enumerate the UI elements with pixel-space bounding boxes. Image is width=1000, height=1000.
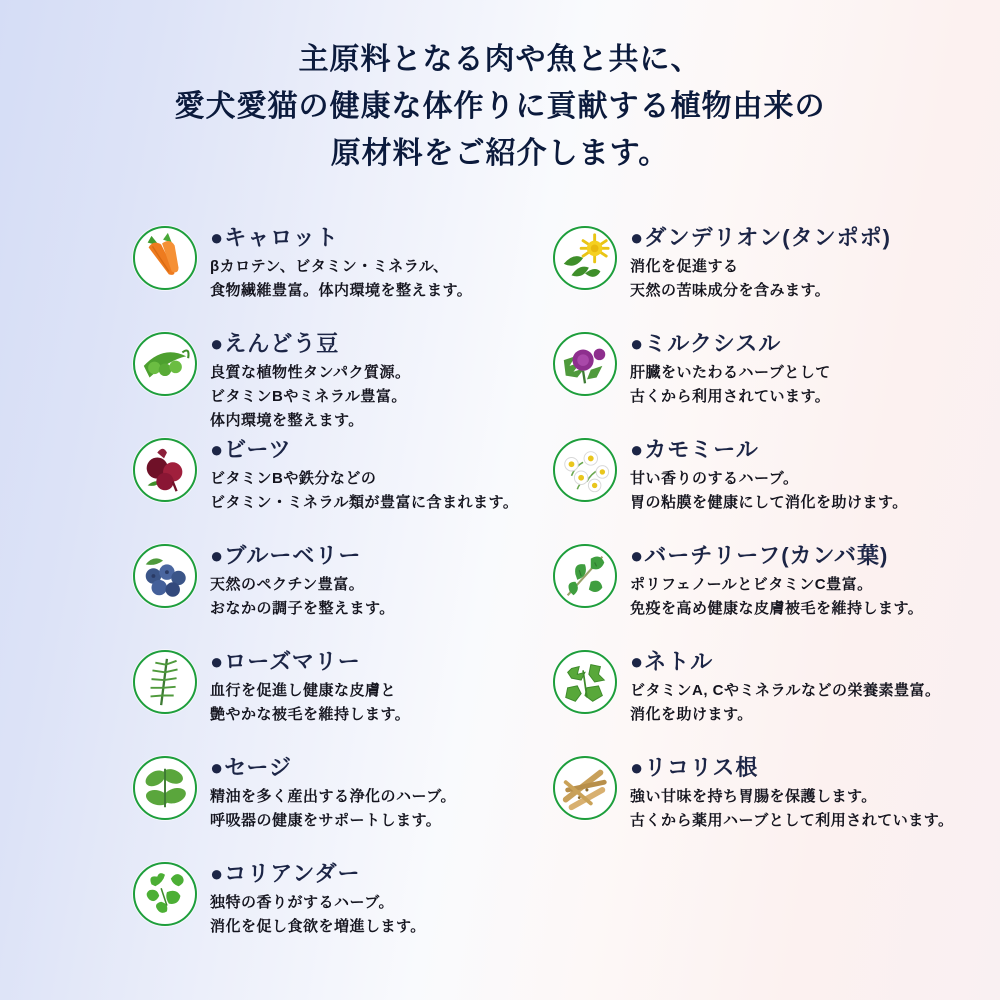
ingredient-text	[630, 646, 941, 727]
page-header	[0, 36, 1000, 177]
ingredient-item	[133, 328, 563, 434]
ingredient-description	[630, 467, 908, 515]
ingredient-title: ●キャロット	[210, 225, 339, 250]
ingredient-text	[210, 222, 472, 303]
ingredient-description	[210, 679, 410, 727]
ingredient-item	[133, 434, 563, 540]
ingredient-description-line: 独特の香りがするハーブ。	[210, 894, 395, 911]
ingredient-description	[210, 891, 426, 939]
ingredient-item	[553, 646, 983, 752]
ingredient-description-line: 精油を多く産出する浄化のハーブ。	[210, 788, 457, 805]
ingredient-title: ●ミルクシスル	[630, 331, 782, 356]
pea-icon	[133, 332, 197, 396]
ingredient-title: ●ローズマリー	[210, 649, 361, 674]
ingredient-item	[553, 222, 983, 328]
ingredient-item	[553, 540, 983, 646]
header-line: 愛犬愛猫の健康な体作りに貢献する植物由来の	[174, 90, 826, 123]
ingredient-item	[133, 646, 563, 752]
header-line: 主原料となる肉や魚と共に、	[298, 43, 702, 76]
ingredient-description	[630, 679, 941, 727]
ingredient-title: ●バーチリーフ(カンバ葉)	[630, 543, 889, 568]
chamomile-icon	[553, 438, 617, 502]
ingredient-description-line: 体内環境を整えます。	[210, 412, 364, 429]
ingredient-item	[133, 858, 563, 964]
ingredient-item	[553, 752, 983, 858]
ingredient-item	[133, 752, 563, 858]
ingredient-description-line: 胃の粘膜を健康にして消化を助けます。	[630, 494, 908, 511]
ingredient-description-line: 消化を促し食欲を増進します。	[210, 918, 426, 935]
ingredient-title: ●ビーツ	[210, 437, 292, 462]
ingredient-title: ●ブルーベリー	[210, 543, 362, 568]
dandelion-icon	[553, 226, 617, 290]
ingredient-description	[630, 573, 923, 621]
ingredient-description-line: 艶やかな被毛を維持します。	[210, 706, 411, 723]
ingredient-description-line: 古くから薬用ハーブとして利用されています。	[630, 812, 954, 829]
ingredient-description-line: 免疫を高め健康な皮膚被毛を維持します。	[630, 600, 924, 617]
ingredient-description	[630, 255, 891, 303]
ingredient-text	[210, 540, 395, 621]
blueberry-icon	[133, 544, 197, 608]
ingredient-description	[630, 785, 954, 833]
ingredient-text	[630, 328, 831, 409]
ingredient-text	[210, 434, 518, 515]
carrot-icon	[133, 226, 197, 290]
ingredient-item	[553, 328, 983, 434]
ingredient-description-line: ビタミンBや鉄分などの	[210, 470, 377, 487]
ingredient-description-line: ビタミン・ミネラル類が豊富に含まれます。	[210, 494, 519, 511]
ingredient-title: ●セージ	[210, 755, 292, 780]
ingredient-description-line: 食物繊維豊富。体内環境を整えます。	[210, 282, 473, 299]
ingredient-description-line: おなかの調子を整えます。	[210, 600, 395, 617]
ingredient-description-line: 血行を促進し健康な皮膚と	[210, 682, 397, 699]
ingredient-text	[630, 752, 954, 833]
rosemary-icon	[133, 650, 197, 714]
ingredient-description-line: 天然の苦味成分を含みます。	[630, 282, 831, 299]
ingredient-item	[133, 540, 563, 646]
ingredient-column-left	[133, 222, 563, 964]
birch-leaf-icon	[553, 544, 617, 608]
ingredient-description	[210, 361, 410, 433]
ingredient-description-line: 甘い香りのするハーブ。	[630, 470, 799, 487]
ingredient-description-line: βカロテン、ビタミン・ミネラル、	[210, 258, 449, 275]
ingredient-description-line: 天然のペクチン豊富。	[210, 576, 365, 593]
ingredient-text	[210, 328, 410, 433]
coriander-icon	[133, 862, 197, 926]
ingredient-description-line: 肝臓をいたわるハーブとして	[630, 364, 831, 381]
beet-icon	[133, 438, 197, 502]
ingredient-text	[630, 222, 891, 303]
milk-thistle-icon	[553, 332, 617, 396]
ingredient-title: ●リコリス根	[630, 755, 759, 780]
ingredient-item	[553, 434, 983, 540]
ingredient-description	[210, 785, 456, 833]
ingredient-title: ●えんどう豆	[210, 331, 340, 356]
ingredient-text	[210, 646, 410, 727]
licorice-root-icon	[553, 756, 617, 820]
ingredient-description	[210, 255, 472, 303]
ingredient-text	[210, 858, 426, 939]
ingredient-item	[133, 222, 563, 328]
ingredient-column-right	[553, 222, 983, 858]
ingredient-description-line: 消化を促進する	[630, 258, 739, 275]
ingredient-description-line: 古くから利用されています。	[630, 388, 831, 405]
ingredient-title: ●ネトル	[630, 649, 714, 674]
ingredient-title: ●カモミール	[630, 437, 759, 462]
ingredient-description	[210, 467, 518, 515]
ingredient-text	[630, 434, 908, 515]
ingredient-text	[630, 540, 923, 621]
ingredient-description-line: ポリフェノールとビタミンC豊富。	[630, 576, 873, 593]
ingredient-description-line: 消化を助けます。	[630, 706, 753, 723]
ingredient-description-line: ビタミンBやミネラル豊富。	[210, 388, 407, 405]
ingredient-description	[210, 573, 395, 621]
sage-icon	[133, 756, 197, 820]
ingredient-title: ●ダンデリオン(タンポポ)	[630, 225, 891, 250]
ingredient-description	[630, 361, 831, 409]
ingredient-description-line: 呼吸器の健康をサポートします。	[210, 812, 442, 829]
ingredient-description-line: ビタミンA, Cやミネラルなどの栄養素豊富。	[630, 682, 941, 699]
ingredient-title: ●コリアンダー	[210, 861, 361, 886]
ingredient-text	[210, 752, 456, 833]
nettle-icon	[553, 650, 617, 714]
header-line: 原材料をご紹介します。	[330, 137, 670, 170]
ingredient-description-line: 良質な植物性タンパク質源。	[210, 364, 411, 381]
ingredient-description-line: 強い甘味を持ち胃腸を保護します。	[630, 788, 877, 805]
